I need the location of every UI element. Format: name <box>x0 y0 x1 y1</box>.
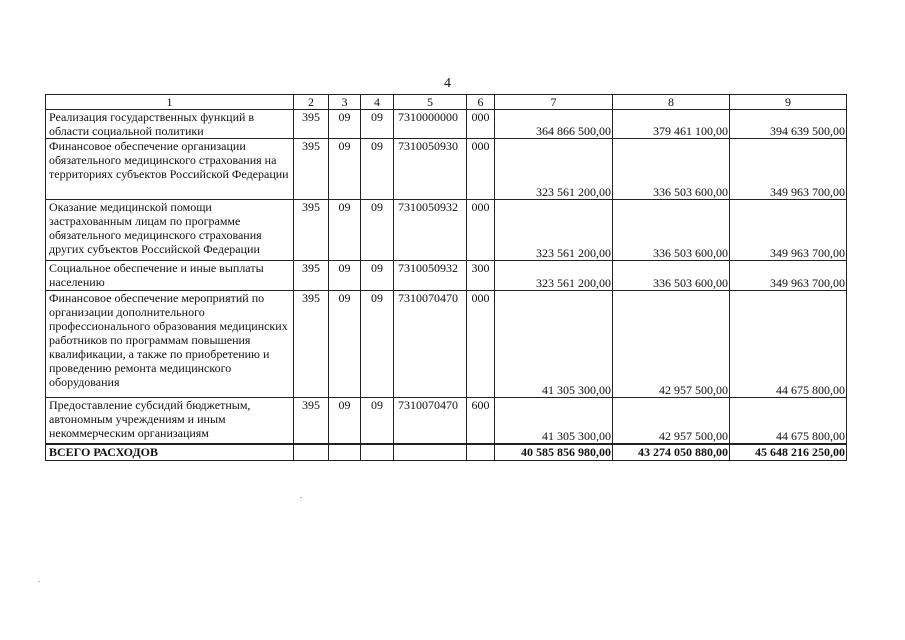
section-code: 09 <box>329 200 361 261</box>
target-article-code: 7310050932 <box>394 261 467 291</box>
expense-type-code: 000 <box>467 139 495 200</box>
ministry-code: 395 <box>294 261 329 291</box>
subsection-code: 09 <box>361 261 394 291</box>
ministry-code: 395 <box>294 110 329 139</box>
total-year-3: 45 648 216 250,00 <box>730 444 847 461</box>
expense-name: Финансовое обеспечение мероприятий по организации дополнительного профессионального образования медицинских работников по программам повышения квалификации, а также по приобретению и проведению ремонта медицинского оборудования <box>46 291 294 398</box>
expense-name: Реализация государственных функций в области социальной политики <box>46 110 294 139</box>
section-code: 09 <box>329 261 361 291</box>
amount-year-1: 323 561 200,00 <box>495 200 613 261</box>
expense-type-code: 600 <box>467 398 495 444</box>
amount-year-3: 349 963 700,00 <box>730 261 847 291</box>
subsection-code: 09 <box>361 200 394 261</box>
target-article-code: 7310070470 <box>394 398 467 444</box>
column-header: 1 <box>46 95 294 110</box>
expense-type-code: 000 <box>467 291 495 398</box>
table-row <box>46 139 847 200</box>
table-row <box>46 110 847 139</box>
target-article-code: 7310070470 <box>394 291 467 398</box>
expense-type-code: 000 <box>467 200 495 261</box>
column-header: 4 <box>361 95 394 110</box>
subsection-code: 09 <box>361 139 394 200</box>
subsection-code: 09 <box>361 398 394 444</box>
page-number: 4 <box>444 76 451 91</box>
amount-year-1: 323 561 200,00 <box>495 261 613 291</box>
amount-year-3: 44 675 800,00 <box>730 398 847 444</box>
target-article-code: 7310050930 <box>394 139 467 200</box>
amount-year-1: 364 866 500,00 <box>495 110 613 139</box>
total-row <box>46 444 847 461</box>
amount-year-2: 42 957 500,00 <box>613 291 730 398</box>
expense-type-code: 300 <box>467 261 495 291</box>
table-row <box>46 398 847 444</box>
section-code: 09 <box>329 398 361 444</box>
total-year-2: 43 274 050 880,00 <box>613 444 730 461</box>
empty-cell <box>294 444 329 461</box>
expense-name: Предоставление субсидий бюджетным, автономным учреждениям и иным некоммерческим организациям <box>46 398 294 444</box>
empty-cell <box>394 444 467 461</box>
amount-year-3: 349 963 700,00 <box>730 139 847 200</box>
section-code: 09 <box>329 139 361 200</box>
empty-cell <box>329 444 361 461</box>
column-header: 8 <box>613 95 730 110</box>
table-row <box>46 291 847 398</box>
amount-year-3: 394 639 500,00 <box>730 110 847 139</box>
amount-year-1: 41 305 300,00 <box>495 291 613 398</box>
column-header: 9 <box>730 95 847 110</box>
amount-year-2: 379 461 100,00 <box>613 110 730 139</box>
target-article-code: 7310050932 <box>394 200 467 261</box>
ministry-code: 395 <box>294 398 329 444</box>
section-code: 09 <box>329 291 361 398</box>
column-header: 2 <box>294 95 329 110</box>
amount-year-1: 323 561 200,00 <box>495 139 613 200</box>
scan-speck <box>300 497 302 498</box>
subsection-code: 09 <box>361 110 394 139</box>
total-label: ВСЕГО РАСХОДОВ <box>46 444 294 461</box>
empty-cell <box>467 444 495 461</box>
column-header: 6 <box>467 95 495 110</box>
ministry-code: 395 <box>294 139 329 200</box>
table-row <box>46 200 847 261</box>
table-row <box>46 261 847 291</box>
amount-year-1: 41 305 300,00 <box>495 398 613 444</box>
expense-name: Финансовое обеспечение организации обязательного медицинского страхования на территориях субъектов Российской Федерации <box>46 139 294 200</box>
expense-type-code: 000 <box>467 110 495 139</box>
amount-year-2: 336 503 600,00 <box>613 200 730 261</box>
target-article-code: 7310000000 <box>394 110 467 139</box>
column-header: 5 <box>394 95 467 110</box>
ministry-code: 395 <box>294 200 329 261</box>
ministry-code: 395 <box>294 291 329 398</box>
column-header: 3 <box>329 95 361 110</box>
expense-name: Оказание медицинской помощи застрахованным лицам по программе обязательного медицинского страхования других субъектов Российской Федерации <box>46 200 294 261</box>
expense-name: Социальное обеспечение и иные выплаты населению <box>46 261 294 291</box>
section-code: 09 <box>329 110 361 139</box>
amount-year-3: 349 963 700,00 <box>730 200 847 261</box>
column-header: 7 <box>495 95 613 110</box>
amount-year-2: 42 957 500,00 <box>613 398 730 444</box>
total-year-1: 40 585 856 980,00 <box>495 444 613 461</box>
amount-year-2: 336 503 600,00 <box>613 261 730 291</box>
empty-cell <box>361 444 394 461</box>
subsection-code: 09 <box>361 291 394 398</box>
scan-speck <box>38 581 40 582</box>
expenditure-table <box>45 94 847 461</box>
amount-year-2: 336 503 600,00 <box>613 139 730 200</box>
amount-year-3: 44 675 800,00 <box>730 291 847 398</box>
column-number-row <box>46 95 847 110</box>
